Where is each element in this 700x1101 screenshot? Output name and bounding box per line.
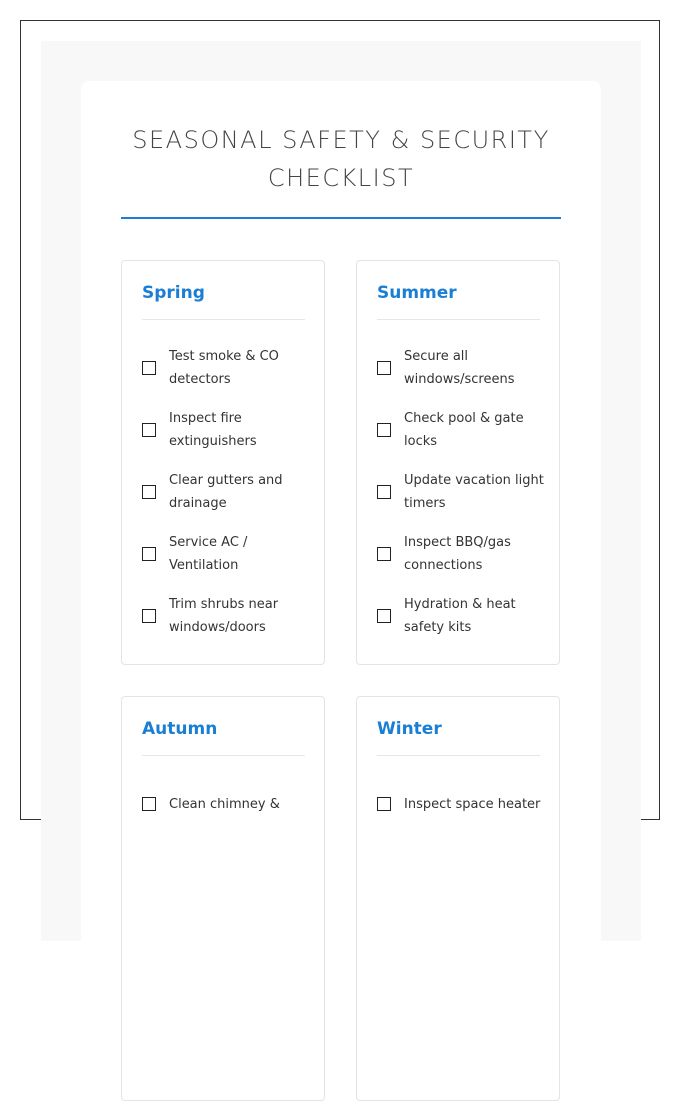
season-divider	[377, 755, 540, 756]
checklist-item[interactable]	[142, 593, 312, 639]
season-heading: Summer	[377, 283, 457, 303]
page-title	[81, 121, 601, 197]
season-card-winter	[356, 696, 560, 1101]
checklist-item[interactable]	[377, 781, 547, 827]
season-heading: Winter	[377, 719, 442, 739]
title-line-1: SEASONAL SAFETY & SECURITY	[132, 126, 550, 154]
checklist	[377, 345, 547, 655]
season-card-autumn	[121, 696, 325, 1101]
checklist-item[interactable]	[377, 407, 547, 453]
title-divider	[121, 217, 561, 219]
checkbox[interactable]	[142, 361, 156, 375]
checklist	[377, 781, 547, 843]
checkbox[interactable]	[377, 485, 391, 499]
item-label: Hydration & heat safety kits	[404, 597, 516, 635]
item-label: Clear gutters and drainage	[169, 473, 283, 511]
checklist-item[interactable]	[377, 345, 547, 391]
checkbox[interactable]	[142, 797, 156, 811]
item-label: Update vacation light timers	[404, 473, 544, 511]
item-label: Test smoke & CO detectors	[169, 349, 279, 387]
checklist-card	[81, 81, 601, 981]
document-frame	[20, 20, 660, 820]
checklist-item[interactable]	[377, 593, 547, 639]
checklist-item[interactable]	[142, 345, 312, 391]
title-line-2: CHECKLIST	[267, 164, 415, 192]
item-label: Clean chimney &	[169, 796, 280, 812]
season-card-summer	[356, 260, 560, 665]
checkbox[interactable]	[377, 423, 391, 437]
page-background	[41, 41, 641, 941]
checkbox[interactable]	[377, 361, 391, 375]
checkbox[interactable]	[142, 609, 156, 623]
checklist-item[interactable]	[142, 407, 312, 453]
season-divider	[142, 319, 305, 320]
checklist	[142, 781, 312, 843]
item-label: Trim shrubs near windows/doors	[169, 597, 279, 635]
checklist-item[interactable]	[142, 531, 312, 577]
item-label: Secure all windows/screens	[404, 349, 515, 387]
season-heading: Spring	[142, 283, 205, 303]
checklist-item[interactable]	[142, 469, 312, 515]
item-label: Check pool & gate locks	[404, 411, 524, 449]
checklist-item[interactable]	[142, 781, 312, 827]
checkbox[interactable]	[377, 609, 391, 623]
season-divider	[142, 755, 305, 756]
item-label: Inspect BBQ/gas connections	[404, 535, 511, 573]
checkbox[interactable]	[142, 423, 156, 437]
season-heading: Autumn	[142, 719, 218, 739]
checkbox[interactable]	[142, 547, 156, 561]
season-divider	[377, 319, 540, 320]
checklist-item[interactable]	[377, 531, 547, 577]
item-label: Inspect fire extinguishers	[169, 411, 257, 449]
checklist-item[interactable]	[377, 469, 547, 515]
checkbox[interactable]	[142, 485, 156, 499]
checklist	[142, 345, 312, 655]
checkbox[interactable]	[377, 797, 391, 811]
item-label: Service AC / Ventilation	[169, 535, 248, 573]
season-card-spring	[121, 260, 325, 665]
checkbox[interactable]	[377, 547, 391, 561]
item-label: Inspect space heater	[404, 796, 541, 812]
